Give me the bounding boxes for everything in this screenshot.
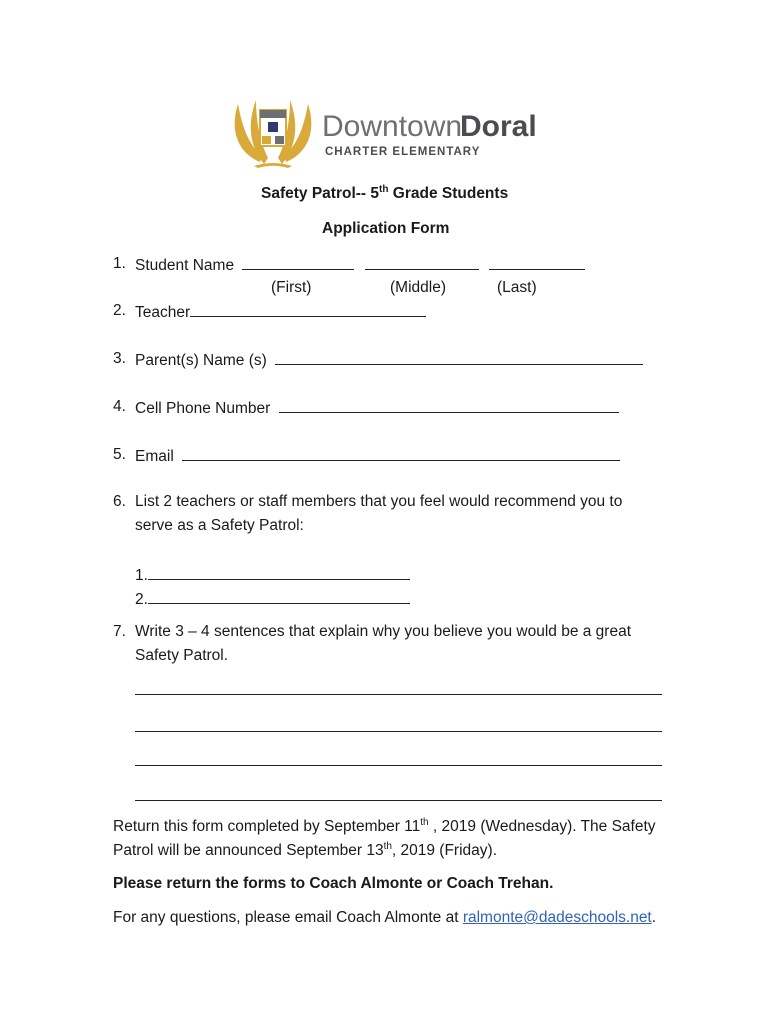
logo-subtitle: CHARTER ELEMENTARY: [325, 146, 481, 158]
recommender-1-field[interactable]: [135, 564, 410, 586]
q5-number: 5.: [113, 446, 126, 463]
q6-text-line2: serve as a Safety Patrol:: [135, 517, 304, 534]
first-caption: (First): [271, 279, 312, 296]
q7-text-line1: Write 3 – 4 sentences that explain why you believe you would be a great: [135, 623, 632, 640]
parent-name-field[interactable]: [135, 349, 643, 371]
q6-number: 6.: [113, 493, 126, 510]
middle-name-line[interactable]: [365, 254, 479, 270]
q6-text-line1: List 2 teachers or staff members that you feel would recommend you to: [135, 493, 623, 510]
answer-line-3[interactable]: [135, 764, 662, 766]
first-name-line[interactable]: [242, 254, 354, 270]
last-caption: (Last): [497, 279, 537, 296]
recommender-2-line[interactable]: [148, 588, 410, 604]
parent-name-line[interactable]: [275, 349, 643, 365]
q3-number: 3.: [113, 350, 126, 367]
q4-number: 4.: [113, 398, 126, 415]
answer-line-4[interactable]: [135, 799, 662, 801]
return-deadline-text: Return this form completed by September 11th , 2019 (Wednesday). The Safety: [113, 816, 656, 835]
logo-name-part1: Downtown: [322, 110, 463, 143]
recommender-2-field[interactable]: [135, 588, 410, 610]
questions-text: For any questions, please email Coach Almonte at ralmonte@dadeschools.net.: [113, 909, 657, 926]
answer-line-1[interactable]: [135, 693, 662, 695]
answer-line-2[interactable]: [135, 730, 662, 732]
recommender-1-number: 1.: [135, 567, 148, 584]
cell-phone-line[interactable]: [279, 397, 619, 413]
form-subtitle: Application Form: [322, 220, 450, 237]
email-label: Email: [135, 448, 174, 465]
logo-name-part2: Doral: [460, 110, 537, 143]
email-line[interactable]: [182, 445, 620, 461]
q1-number: 1.: [113, 255, 126, 272]
school-logo: [226, 92, 546, 168]
teacher-label: Teacher: [135, 304, 191, 321]
parent-name-label: Parent(s) Name (s): [135, 352, 267, 369]
email-link[interactable]: ralmonte@dadeschools.net: [462, 909, 652, 926]
teacher-field[interactable]: [135, 301, 426, 323]
announcement-text: Patrol will be announced September 13th, 2019 (Friday).: [113, 840, 498, 859]
q7-text-line2: Safety Patrol.: [135, 647, 229, 664]
middle-caption: (Middle): [390, 279, 446, 296]
last-name-line[interactable]: [489, 254, 585, 270]
cell-phone-field[interactable]: [135, 397, 619, 419]
q7-number: 7.: [113, 623, 126, 640]
email-field[interactable]: [135, 445, 620, 467]
return-to-text: Please return the forms to Coach Almonte or Coach Trehan.: [113, 875, 554, 892]
q2-number: 2.: [113, 302, 126, 319]
cell-phone-label: Cell Phone Number: [135, 400, 271, 417]
recommender-1-line[interactable]: [148, 564, 410, 580]
recommender-2-number: 2.: [135, 591, 148, 608]
student-name-label: Student Name: [135, 257, 235, 274]
form-title: Safety Patrol-- 5th Grade Students: [261, 183, 509, 202]
shield-icon: [260, 110, 286, 146]
teacher-line[interactable]: [190, 301, 426, 317]
student-name-field[interactable]: [135, 254, 585, 276]
